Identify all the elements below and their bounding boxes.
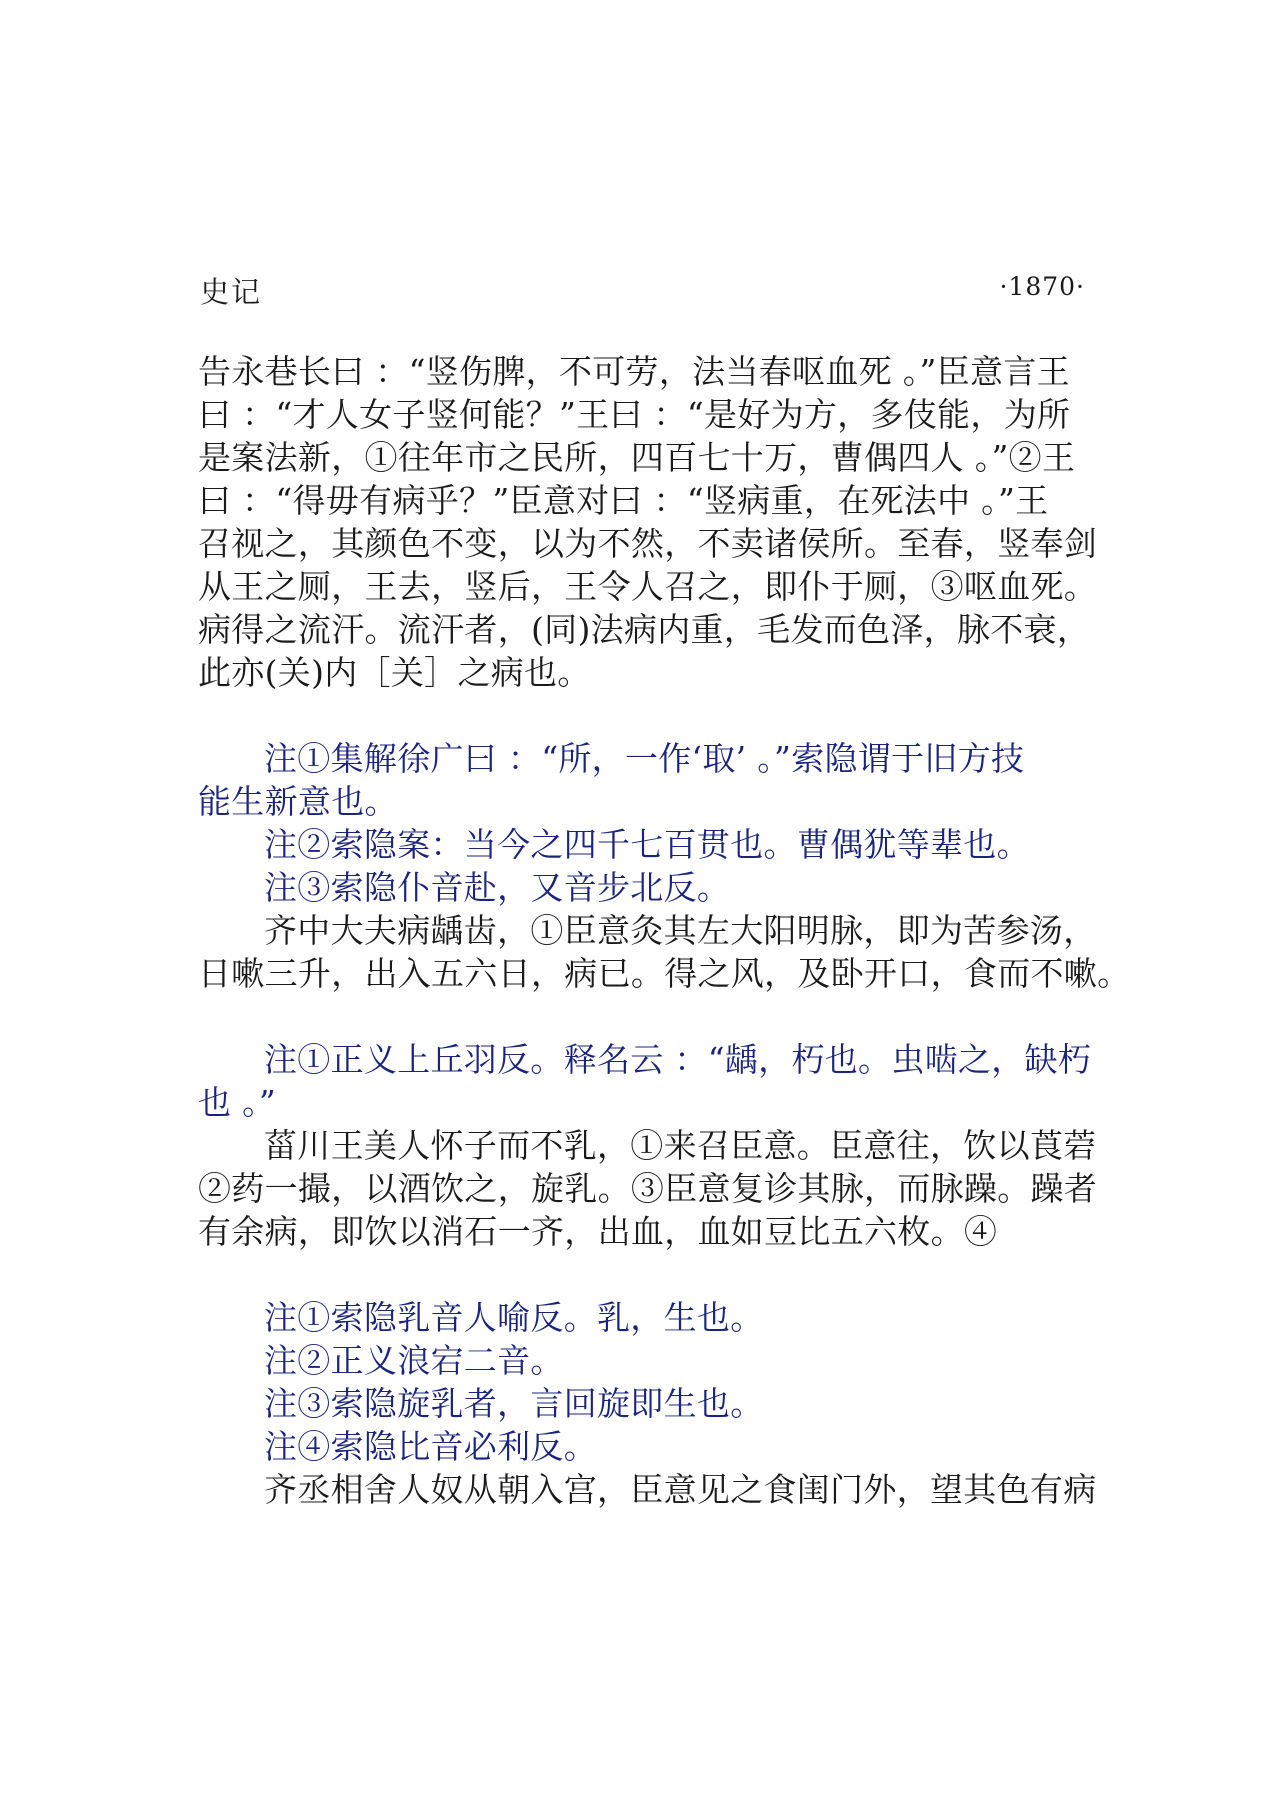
paragraph-gap (198, 995, 1088, 1038)
note-line: 注①集解徐广曰 ：“所，一作‘取’ 。”索隐谓于旧方技 (264, 739, 1025, 778)
text-line: 从王之厕，王去，竖后，王令人召之，即仆于厕，③呕血死。 (198, 567, 1098, 606)
page-content (198, 350, 1131, 1511)
note-line: 注④索隐比音必利反。 (264, 1427, 597, 1466)
paragraph-gap (198, 1253, 1088, 1296)
text-line: 曰 ：“得毋有病乎？”臣意对曰 ：“竖病重，在死法中 。”王 (198, 481, 1049, 520)
text-line: 有余病，即饮以消石一齐，出血，血如豆比五六枚。④ (198, 1212, 998, 1251)
note-line: 注③索隐仆音赴，又音步北反。 (264, 868, 731, 907)
text-line: 曰 ：“才人女子竖何能？”王曰 ：“是好为方，多伎能，为所 (198, 395, 1071, 434)
text-line: 病得之流汗。流汗者，(同)法病内重，毛发而色泽，脉不衰， (198, 610, 1091, 649)
paragraph-gap (198, 694, 1088, 737)
text-line: 告永巷长曰 ：“竖伤脾，不可劳，法当春呕血死 。”臣意言王 (198, 352, 1070, 391)
text-line: 菑川王美人怀子而不乳，①来召臣意。臣意往，饮以莨菪 (264, 1126, 1097, 1165)
notes-block (198, 737, 1088, 909)
note-line: 注①正义上丘羽反。释名云 ：“龋，朽也。虫啮之，缺朽 (264, 1040, 1092, 1079)
text-line: 齐丞相舍人奴从朝入宫，臣意见之食闺门外，望其色有病 (264, 1470, 1097, 1509)
paragraph-servant (198, 1468, 1097, 1511)
text-line: 日嗽三升，出入五六日，病已。得之风，及卧开口，食而不嗽。 (198, 954, 1131, 993)
note-line: 注②正义浪宕二音。 (264, 1341, 564, 1380)
text-line: 是案法新，①往年市之民所，四百七十万，曹偶四人 。”②王 (198, 438, 1076, 477)
note-line: 注②索隐案：当今之四千七百贯也。曹偶犹等辈也。 (264, 825, 1030, 864)
paragraph-dialogue (198, 350, 1098, 694)
note-line: 注①索隐乳音人喻反。乳，生也。 (264, 1298, 764, 1337)
notes-block (198, 1038, 1092, 1124)
text-line: 召视之，其颜色不变，以为不然，不卖诸侯所。至春，竖奉剑 (198, 524, 1098, 563)
note-line: 也 。” (198, 1083, 277, 1122)
text-line: 齐中大夫病龋齿，①臣意灸其左大阳明脉，即为苦参汤， (264, 911, 1097, 950)
note-line: 注③索隐旋乳者，言回旋即生也。 (264, 1384, 764, 1423)
paragraph-childbirth (198, 1124, 1098, 1253)
note-line: 能生新意也。 (198, 782, 398, 821)
book-title: 史记 (200, 275, 263, 309)
text-line: 此亦(关)内［关］之病也。 (198, 653, 591, 692)
page-header (200, 270, 1085, 314)
paragraph-tooth-decay (198, 909, 1131, 995)
page-number: ·1870· (999, 272, 1085, 301)
text-line: ②药一撮，以酒饮之，旋乳。③臣意复诊其脉，而脉躁。躁者 (198, 1169, 1098, 1208)
notes-block (198, 1296, 1088, 1468)
